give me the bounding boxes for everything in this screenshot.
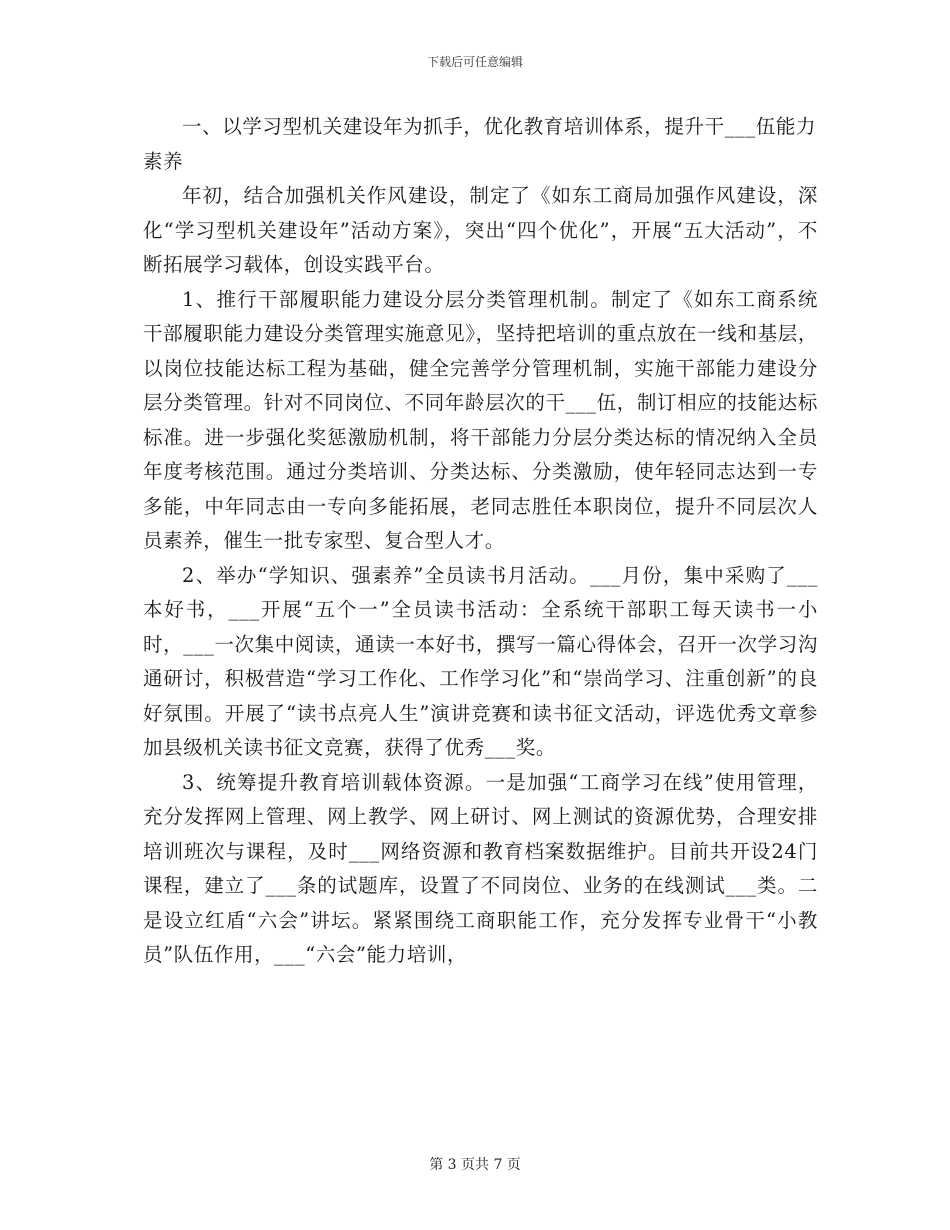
paragraph-item-1: 1、推行干部履职能力建设分层分类管理机制。制定了《如东工商系统干部履职能力建设分类管理实施意见》，坚持把培训的重点放在一线和基层，以岗位技能达标工程为基础，健全完善学分管理机制，实施干部能力建设分层分类管理。针对不同岗位、不同年龄层次的干___伍，制订相应的技能达标标准。进一步强化奖惩激励机制，将干部能力分层分类达标的情况纳入全员年度考核范围。通过分类培训、分类达标、分类激励，使年轻同志达到一专多能，中年同志由一专向多能拓展，老同志胜任本职岗位，提升不同层次人员素养，催生一批专家型、复合型人才。 [143, 287, 818, 552]
paragraph-intro: 年初，结合加强机关作风建设，制定了《如东工商局加强作风建设，深化“学习型机关建设年”活动方案》，突出“四个优化”，开展“五大活动”，不断拓展学习载体，创设实践平台。 [143, 184, 818, 276]
paragraph-item-2: 2、举办“学知识、强素养”全员读书月活动。___月份，集中采购了___本好书，___开展“五个一”全员读书活动：全系统干部职工每天读书一小时，___一次集中阅读，通读一本好书，撰写一篇心得体会，召开一次学习沟通研讨，积极营造“学习工作化、工作学习化”和“崇尚学习、注重创新”的良好氛围。开展了“读书点亮人生”演讲竞赛和读书征文活动，评选优秀文章参加县级机关读书征文竞赛，获得了优秀___奖。 [143, 563, 818, 759]
section-heading: 一、以学习型机关建设年为抓手，优化教育培训体系，提升干___伍能力素养 [143, 115, 817, 173]
page-number: 第 3 页共 7 页 [429, 1157, 521, 1173]
page-header-note: 下载后可任意编辑 [426, 55, 523, 69]
paragraph-item-3: 3、统筹提升教育培训载体资源。一是加强“工商学习在线”使用管理，充分发挥网上管理、网上教学、网上研讨、网上测试的资源优势，合理安排培训班次与课程，及时___网络资源和教育档案数据维护。目前共开设24门课程，建立了___条的试题库，设置了不同岗位、业务的在线测试___类。二是设立红盾“六会”讲坛。紧紧围绕工商职能工作，充分发挥专业骨干“小教员”队伍作用，___“六会”能力培训， [143, 770, 818, 966]
document-body [143, 110, 818, 973]
